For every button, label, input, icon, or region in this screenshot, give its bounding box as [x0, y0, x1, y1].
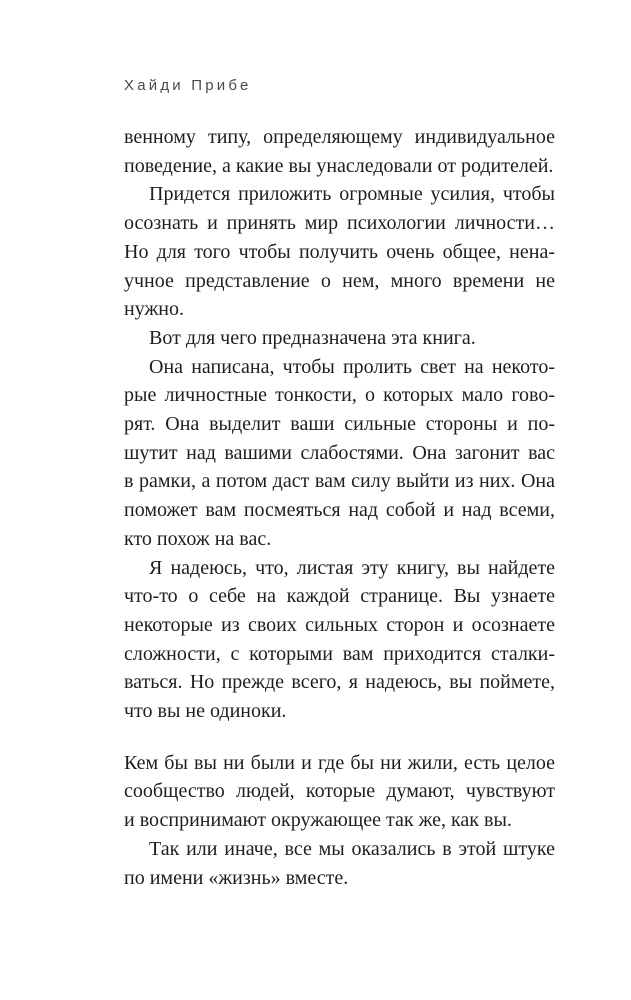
- text-line: ваться. Но прежде всего, я надеюсь, вы поймете,: [124, 671, 555, 694]
- text-line: по имени «жизнь» вместе.: [124, 866, 349, 889]
- text-line: Придется приложить огромные усилия, чтобы: [149, 183, 555, 206]
- text-line: что вы не одиноки.: [124, 700, 287, 723]
- paragraph: [124, 180, 555, 324]
- paragraph: [124, 835, 555, 892]
- text-line: Вот для чего предназначена эта книга.: [149, 326, 476, 349]
- paragraph: [124, 353, 555, 554]
- paragraph: [124, 749, 555, 835]
- text-line: осознать и принять мир психологии личности…: [124, 212, 555, 235]
- text-line: сообщество людей, которые думают, чувствуют: [124, 780, 555, 803]
- text-line: сложности, с которыми вам приходится сталки-: [124, 642, 555, 665]
- text-line: и воспринимают окружающее так же, как вы.: [124, 809, 512, 832]
- text-line: нужно.: [124, 298, 184, 321]
- text-line: поможет вам посмеяться над собой и над всеми,: [124, 499, 555, 522]
- paragraph: [124, 554, 555, 726]
- text-line: Кем бы вы ни были и где бы ни жили, есть целое: [124, 751, 555, 774]
- text-line: Но для того чтобы получить очень общее, нена-: [124, 240, 555, 263]
- paragraph: [124, 123, 555, 180]
- text-line: поведение, а какие вы унаследовали от родителей.: [124, 154, 554, 177]
- body-text: [124, 123, 555, 892]
- text-line: шутит над вашими слабостями. Она загонит вас: [124, 441, 555, 464]
- text-line: Так или иначе, все мы оказались в этой штуке: [149, 837, 555, 860]
- text-line: венному типу, определяющему индивидуальное: [124, 126, 555, 148]
- text-line: некоторые из своих сильных сторон и осознаете: [124, 613, 555, 636]
- text-line: кто похож на вас.: [124, 527, 272, 550]
- text-line: учное представление о нем, много времени не: [124, 269, 555, 292]
- paragraph: [124, 324, 555, 353]
- running-title: Хайди Прибе: [124, 77, 252, 94]
- text-line: в рамки, а потом даст вам силу выйти из них. Она: [124, 470, 555, 493]
- text-line: что-то о себе на каждой странице. Вы узнаете: [124, 585, 555, 608]
- text-line: Я надеюсь, что, листая эту книгу, вы найдете: [149, 556, 555, 579]
- text-line: рят. Она выделит ваши сильные стороны и по-: [124, 413, 555, 436]
- text-line: Она написана, чтобы пролить свет на некото-: [149, 355, 555, 378]
- text-line: рые личностные тонкости, о которых мало гово-: [124, 384, 555, 407]
